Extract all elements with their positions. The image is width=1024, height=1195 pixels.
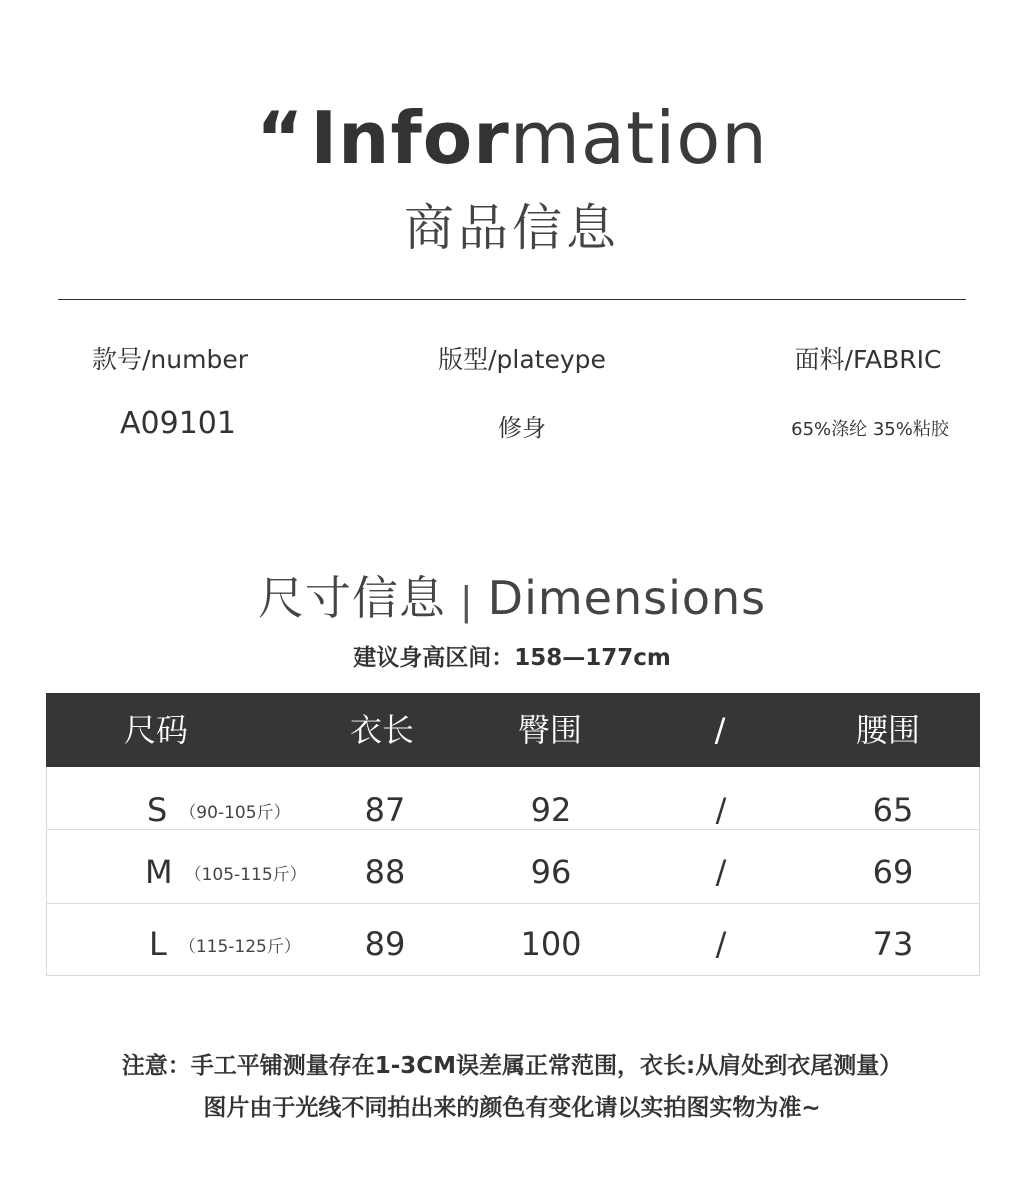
- dimensions-title-cn: 尺寸信息: [257, 571, 446, 625]
- size-weight: （105-115斤）: [184, 865, 307, 885]
- header-hip: 臀围: [517, 711, 582, 749]
- length-value: 88: [364, 853, 406, 891]
- waist-value: 73: [872, 925, 914, 963]
- dimensions-title-separator: |: [459, 579, 474, 623]
- size-table-body: [46, 767, 980, 976]
- measurement-note: 注意：手工平铺测量存在1-3CM误差属正常范围，衣长:从肩处到衣尾测量）: [121, 1053, 903, 1079]
- plate-type-label: 版型/plateype: [438, 345, 606, 374]
- suggested-height-range: 建议身高区间：158—177cm: [353, 645, 671, 671]
- fabric-value: 65%涤纶 35%粘胶: [791, 419, 949, 440]
- title-light-part: mation: [509, 96, 768, 180]
- information-title: [0, 98, 1024, 178]
- slash-value: /: [715, 925, 727, 963]
- size-label: L: [149, 925, 167, 963]
- hip-value: 96: [530, 853, 572, 891]
- size-table-header: [46, 693, 980, 767]
- color-note: 图片由于光线不同拍出来的颜色有变化请以实拍图实物为准~: [203, 1095, 821, 1121]
- size-label: M: [145, 853, 173, 891]
- hip-value: 100: [520, 925, 582, 963]
- waist-value: 65: [872, 791, 914, 829]
- header-length: 衣长: [349, 711, 414, 749]
- length-value: 89: [364, 925, 406, 963]
- plate-type-value: 修身: [498, 414, 546, 442]
- size-cell: [145, 837, 365, 907]
- slash-value: /: [715, 853, 727, 891]
- fabric-label: 面料/FABRIC: [794, 345, 942, 374]
- slash-value: /: [715, 791, 727, 829]
- header-slash: /: [714, 711, 726, 749]
- dimensions-title-en: Dimensions: [487, 571, 767, 625]
- size-weight: （115-125斤）: [178, 937, 301, 957]
- dimensions-title: [0, 568, 1024, 631]
- number-value: A09101: [120, 406, 236, 441]
- size-label: S: [147, 791, 168, 829]
- waist-value: 69: [872, 853, 914, 891]
- hip-value: 92: [530, 791, 572, 829]
- title-quote-mark: “: [256, 96, 305, 180]
- number-label: 款号/number: [92, 345, 248, 374]
- length-value: 87: [364, 791, 406, 829]
- header-waist: 腰围: [855, 711, 920, 749]
- header-divider: [58, 299, 966, 300]
- size-cell: [147, 775, 367, 845]
- title-bold-part: Infor: [310, 96, 510, 180]
- size-weight: （90-105斤）: [179, 803, 291, 823]
- product-info-subtitle: 商品信息: [404, 199, 620, 257]
- row-divider: [47, 903, 979, 904]
- row-divider: [47, 829, 979, 830]
- header-size: 尺码: [123, 711, 188, 749]
